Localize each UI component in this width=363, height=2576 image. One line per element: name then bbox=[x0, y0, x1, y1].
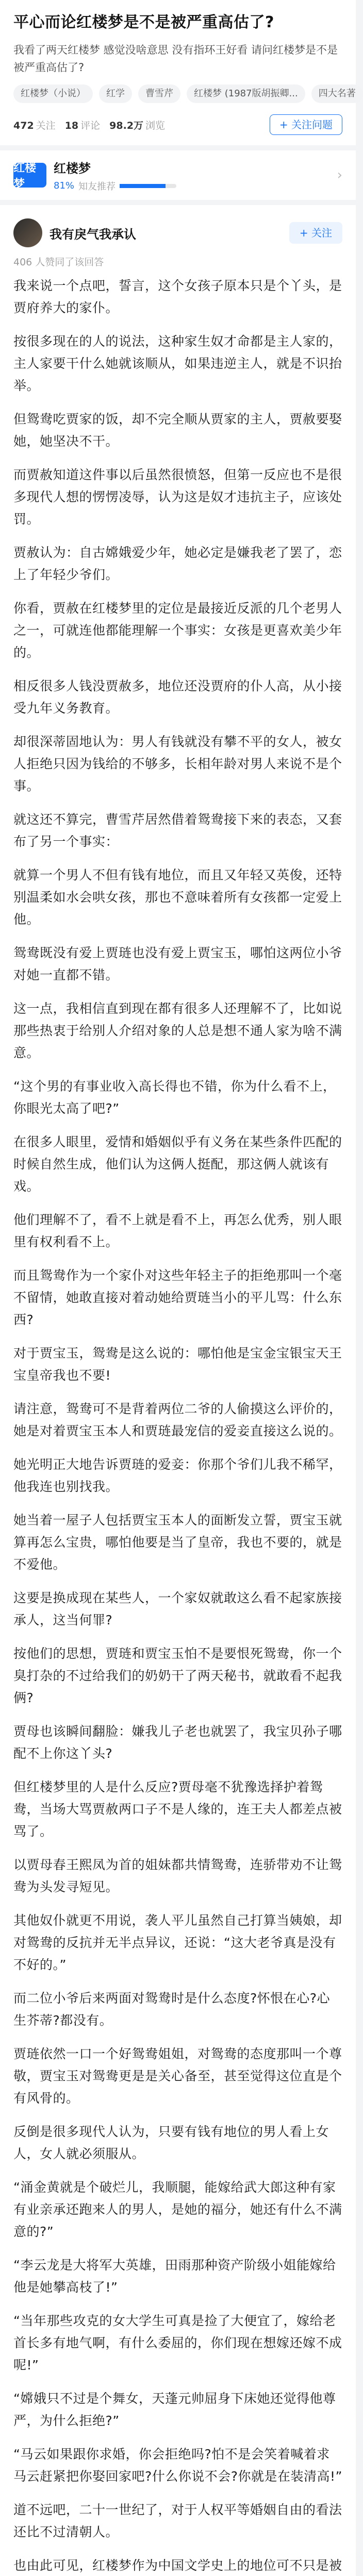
question-title[interactable]: 平心而论红楼梦是不是被严重高估了? bbox=[13, 13, 274, 31]
answer-paragraph: “涌金黄就是个破烂儿，我顺腿，能嫁给武大郎这种有家有业亲承还跑来人的男人，是她的福分，她还有什么不满意的?” bbox=[13, 2180, 342, 2239]
answer-paragraph: 就算一个男人不但有钱有地位，而且又年轻又英俊，还特别温柔如水会哄女孩，那也不意味着所有女孩都一定爱上他。 bbox=[13, 868, 342, 927]
answer-paragraph: 而二位小爷后来两面对鸳鸯时是什么态度?怀恨在心?心生芥蒂?都没有。 bbox=[13, 1991, 331, 2028]
answer-paragraph: 对于贾宝玉，鸳鸯是这么说的：哪怕他是宝金宝银宝天王宝皇帝我也不要! bbox=[13, 1346, 342, 1383]
answer-paragraph: 她光明正大地告诉贾琏的爱妾：你那个爷们儿我不稀罕，他我连也别找我。 bbox=[13, 1457, 342, 1494]
answer-paragraph: 贾琏依然一口一个好鸳鸯姐姐，对鸳鸯的态度那叫一个尊敬，贾宝玉对鸳鸯更是是关心备至，甚至觉得这位直是个有风骨的。 bbox=[13, 2046, 342, 2106]
stats-counts bbox=[13, 118, 165, 132]
stat-views: 98.2万 浏览 bbox=[109, 120, 166, 131]
follow-author-button[interactable]: + 关注 bbox=[289, 222, 342, 244]
stat-comments: 18 评论 bbox=[64, 120, 101, 131]
answer-paragraph: 贾母也该瞬间翻脸：嫌我儿子老也就罢了，我宝贝孙子哪配不上你这丫头? bbox=[13, 1724, 342, 1761]
author-row bbox=[13, 218, 342, 247]
answer-paragraph: 鸳鸯既没有爱上贾琏也没有爱上贾宝玉，哪怕这两位小爷对她一直都不错。 bbox=[13, 945, 342, 982]
answer-paragraph: 以贾母春王熙凤为首的姐妹都共情鸳鸯，连骄带劝不让鸳鸯为头发寻短见。 bbox=[13, 1857, 342, 1894]
answer-paragraph: 这一点，我相信直到现在都有很多人还理解不了，比如说那些热衷于给别人介绍对象的人总是想不通人家为啥不满意。 bbox=[13, 1001, 342, 1060]
topic-match bbox=[54, 179, 330, 193]
question-description: 我看了两天红楼梦 感觉没啥意思 没有指环王好看 请问红楼梦是不是被严重高估了? bbox=[13, 44, 338, 74]
answer-paragraph: 而且鸳鸯作为一个家仆对这些年轻主子的拒绝那叫一个毫不留情，她敢直接对着动她给贾琏当小的平儿骂：什么东西? bbox=[13, 1268, 342, 1327]
match-text: 知友推荐 bbox=[78, 181, 116, 192]
match-percent: 81% bbox=[54, 180, 75, 191]
topic-banner[interactable] bbox=[0, 150, 356, 200]
answer-paragraph: 他们理解不了，看不上就是看不上，再怎么优秀，别人眼里有权利看不上。 bbox=[13, 1212, 342, 1249]
divider bbox=[0, 200, 356, 205]
answer-body bbox=[13, 275, 342, 2576]
topic-title: 红楼梦 bbox=[54, 161, 91, 176]
topic-tag[interactable]: 红楼梦（小说） bbox=[13, 84, 93, 103]
answer-paragraph: 道不远吧，二十一世纪了，对于人权平等婚姻自由的看法还比不过清朝人。 bbox=[13, 2502, 342, 2539]
topic-logo: 红楼梦 bbox=[13, 163, 46, 188]
topic-tag[interactable]: 四大名著 bbox=[311, 84, 363, 103]
answer-paragraph: 但红楼梦里的人是什么反应?贾母毫不犹豫选择护着鸳鸯，当场大骂贾赦两口子不是人缘的，连王夫人都差点被骂了。 bbox=[13, 1780, 342, 1839]
answer-paragraph: 反倒是很多现代人认为，只要有钱有地位的男人看上女人，女人就必须服从。 bbox=[13, 2124, 329, 2161]
answer-paragraph: “马云如果跟你求婚，你会拒绝吗?怕不是会笑着喊着求马云赶紧把你娶回家吧?什么你说不会?你就是在装清高!” bbox=[13, 2447, 343, 2484]
answer-paragraph: 贾赦认为：自古嫦娥爱少年，她必定是嫌我老了罢了，恋上了年轻少爷们。 bbox=[13, 545, 342, 582]
question-stats bbox=[13, 114, 342, 135]
avatar[interactable] bbox=[13, 218, 42, 247]
match-progress-fill bbox=[120, 184, 166, 188]
answer-paragraph: 请注意，鸳鸯可不是背着两位二爷的人偷摸这么评价的，她是对着贾宝玉本人和贾琏最宠信的爱妾直接这么说的。 bbox=[13, 1401, 342, 1438]
answer-paragraph: “嫦娥只不过是个舞女，天蓬元帅屈身下床她还觉得他尊严，为什么拒绝?” bbox=[13, 2391, 336, 2428]
topic-tag[interactable]: 红楼梦 (1987版胡振卿... bbox=[187, 84, 305, 103]
answer-paragraph: 就这还不算完，曹雪芹居然借着鸳鸯接下来的表态，又套布了另一个事实： bbox=[13, 812, 342, 849]
topic-tag[interactable]: 曹雪芹 bbox=[138, 84, 180, 103]
answer-post bbox=[0, 205, 356, 2576]
answer-paragraph: 其他奴仆就更不用说，袭人平儿虽然自己打算当姨娘，却对鸳鸯的反抗并无半点异议，还说：“这大老爷真是没有不好的。” bbox=[13, 1913, 342, 1972]
match-progress-bar bbox=[120, 184, 176, 188]
stat-answers: 472 关注 bbox=[13, 120, 56, 131]
answer-paragraph: “这个男的有事业收入高长得也不错，你为什么看不上，你眼光太高了吧?” bbox=[13, 1079, 336, 1116]
answer-paragraph: 相反很多人钱没贾赦多，地位还没贾府的仆人高，从小接受九年义务教育。 bbox=[13, 679, 342, 716]
topic-info bbox=[54, 158, 330, 193]
follow-question-button[interactable]: + 关注问题 bbox=[270, 114, 342, 135]
topic-tags bbox=[13, 84, 356, 103]
answer-paragraph: 这要是换成现在某些人，一个家奴就敢这么看不起家族接承人，这当何罪? bbox=[13, 1590, 342, 1628]
topic-tag[interactable]: 红学 bbox=[99, 84, 132, 103]
answer-paragraph: 而贾赦知道这件事以后虽然很愤怒，但第一反应也不是很多现代人想的愣愣凌辱，认为这是奴才违抗主子，应该处罚。 bbox=[13, 467, 342, 527]
answer-paragraph: 也由此可见，红楼梦作为中国文学史上的地位可不只是被 bbox=[13, 2558, 342, 2573]
answer-paragraph: 她当着一屋子人包括贾宝玉本人的面断发立誓，贾宝玉就算再怎么宝贵，哪怕他要是当了皇帝，我也不要的，就是不爱他。 bbox=[13, 1513, 342, 1572]
answer-paragraph: 但鸳鸯吃贾家的饭，却不完全顺从贾家的主人，贾赦要娶她，她坚决不干。 bbox=[13, 412, 342, 449]
answer-paragraph: “李云龙是大将军大英雄，田雨那种资产阶级小姐能嫁给他是她攀高枝了!” bbox=[13, 2258, 336, 2295]
answer-paragraph: 却很深蒂固地认为：男人有钱就没有攀不平的女人，被女人拒绝只因为钱给的不够多，长相年龄对男人来说不是个事。 bbox=[13, 734, 342, 793]
question-card bbox=[0, 0, 356, 145]
answer-paragraph: 按他们的思想，贾琏和贾宝玉怕不是要恨死鸳鸯，你一个臭打杂的不过给我们的奶奶干了两天秘书，就敢看不起我俩? bbox=[13, 1646, 342, 1705]
answer-paragraph: “当年那些攻克的女大学生可真是捡了大便宜了，嫁给老首长多有地气啊，有什么委屈的，你们现在想嫁还嫁不成呢!” bbox=[13, 2313, 342, 2372]
divider bbox=[0, 145, 356, 150]
chevron-right-icon: › bbox=[337, 167, 342, 183]
answer-paragraph: 在很多人眼里，爱情和婚姻似乎有义务在某些条件匹配的时候自然生成，他们认为这俩人挺配，那这俩人就该有戏。 bbox=[13, 1134, 342, 1194]
answer-paragraph: 我来说一个点吧，誓言，这个女孩子原本只是个丫头，是贾府养大的家仆。 bbox=[13, 278, 342, 315]
answer-paragraph: 你看，贾赦在红楼梦里的定位是最接近反派的几个老男人之一，可就连他都能理解一个事实：女孩是更喜欢美少年的。 bbox=[13, 601, 342, 660]
answer-paragraph: 按很多现在的人的说法，这种家生奴才命都是主人家的，主人家要干什么她就该顺从，如果违逆主人，就是不识抬举。 bbox=[13, 334, 342, 393]
vote-summary: 406 人赞同了该回答 bbox=[13, 257, 104, 268]
author-name[interactable]: 我有戾气我承认 bbox=[50, 227, 136, 242]
